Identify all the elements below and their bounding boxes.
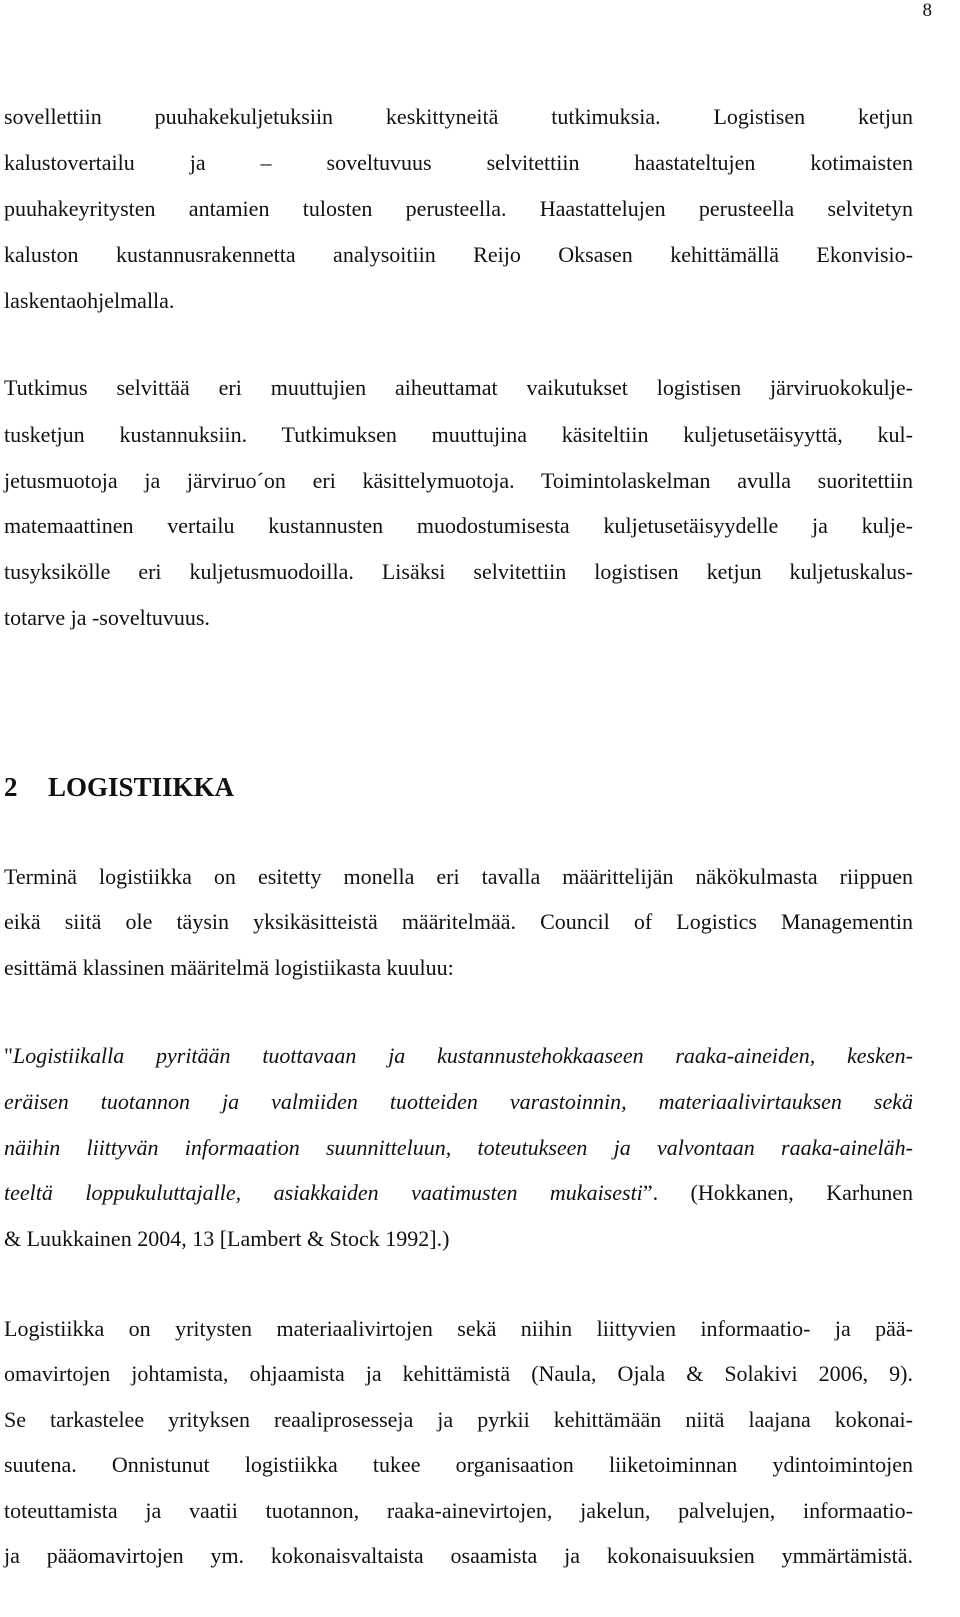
- paragraph-1-line-3: puuhakeyritysten antamien tulosten perusteella. Haastattelujen perusteella selvitetyn: [4, 196, 913, 221]
- quote-line-3: [4, 1133, 913, 1163]
- section-title: LOGISTIIKKA: [48, 772, 235, 802]
- paragraph-2-line-3: jetusmuotoja ja järviruo´on eri käsittelymuotoja. Toimintolaskelman avulla suoritettiin: [4, 468, 913, 493]
- paragraph-4-line-2: omavirtojen johtamista, ohjaamista ja kehittämistä (Naula, Ojala & Solakivi 2006, 9).: [4, 1361, 913, 1386]
- paragraph-3-line-3: esittämä klassinen määritelmä logistiikasta kuuluu:: [4, 955, 454, 980]
- paragraph-2-line-4: matemaattinen vertailu kustannusten muodostumisesta kuljetusetäisyydelle ja kulje-: [4, 513, 913, 538]
- quote-text-1: Logistiikalla pyritään tuottavaan ja kustannustehokkaaseen raaka-aineiden, kesken-: [12, 1043, 913, 1068]
- quote-open-mark: ": [4, 1043, 13, 1068]
- quote-line-1: [4, 1041, 913, 1071]
- paragraph-2-line-1: Tutkimus selvittää eri muuttujien aiheuttamat vaikutukset logistisen järviruokokulje-: [4, 375, 913, 400]
- paragraph-2-line-2: tusketjun kustannuksiin. Tutkimuksen muuttujina käsiteltiin kuljetusetäisyyttä, kul-: [4, 422, 913, 447]
- quote-line-4: [4, 1178, 913, 1208]
- page-number: 8: [922, 0, 932, 21]
- section-number: 2: [4, 772, 18, 802]
- paragraph-3-line-2: eikä siitä ole täysin yksikäsitteistä määritelmää. Council of Logistics Managementin: [4, 909, 913, 934]
- quote-text-2: eräisen tuotannon ja valmiiden tuotteiden varastoinnin, materiaalivirtauksen sekä: [4, 1089, 913, 1114]
- paragraph-1-line-2: kalustovertailu ja – soveltuvuus selvitettiin haastateltujen kotimaisten: [4, 150, 913, 175]
- quote-citation: ”. (Hokkanen, Karhunen: [642, 1180, 913, 1205]
- paragraph-4-line-6: ja pääomavirtojen ym. kokonaisvaltaista osaamista ja kokonaisuuksien ymmärtämistä.: [4, 1543, 913, 1568]
- paragraph-1-line-4: kaluston kustannusrakennetta analysoitiin Reijo Oksasen kehittämällä Ekonvisio-: [4, 242, 913, 267]
- paragraph-4-line-5: toteuttamista ja vaatii tuotannon, raaka-ainevirtojen, jakelun, palvelujen, informaatio-: [4, 1498, 913, 1523]
- paragraph-2-line-6: totarve ja -soveltuvuus.: [4, 605, 210, 630]
- paragraph-1-line-5: laskentaohjelmalla.: [4, 288, 175, 313]
- paragraph-4-line-1: Logistiikka on yritysten materiaalivirtojen sekä niihin liittyvien informaatio- ja pää-: [4, 1316, 913, 1341]
- paragraph-4-line-4: suutena. Onnistunut logistiikka tukee organisaation liiketoiminnan ydintoimintojen: [4, 1452, 913, 1477]
- paragraph-2-line-5: tusyksikölle eri kuljetusmuodoilla. Lisäksi selvitettiin logistisen ketjun kuljetuskalus-: [4, 559, 913, 584]
- paragraph-3-line-1: Terminä logistiikka on esitetty monella eri tavalla määrittelijän näkökulmasta riippuen: [4, 864, 913, 889]
- quote-citation-line-2: & Luukkainen 2004, 13 [Lambert & Stock 1992].): [4, 1226, 450, 1251]
- paragraph-1-line-1: sovellettiin puuhakekuljetuksiin keskittyneitä tutkimuksia. Logistisen ketjun: [4, 104, 913, 129]
- section-heading: [4, 770, 234, 804]
- quote-text-4: teeltä loppukuluttajalle, asiakkaiden vaatimusten mukaisesti: [4, 1180, 643, 1205]
- quote-line-2: [4, 1087, 913, 1117]
- paragraph-4-line-3: Se tarkastelee yrityksen reaaliprosesseja ja pyrkii kehittämään niitä laajana kokonai-: [4, 1407, 913, 1432]
- quote-text-3: näihin liittyvän informaation suunnitteluun, toteutukseen ja valvontaan raaka-aineläh-: [4, 1135, 913, 1160]
